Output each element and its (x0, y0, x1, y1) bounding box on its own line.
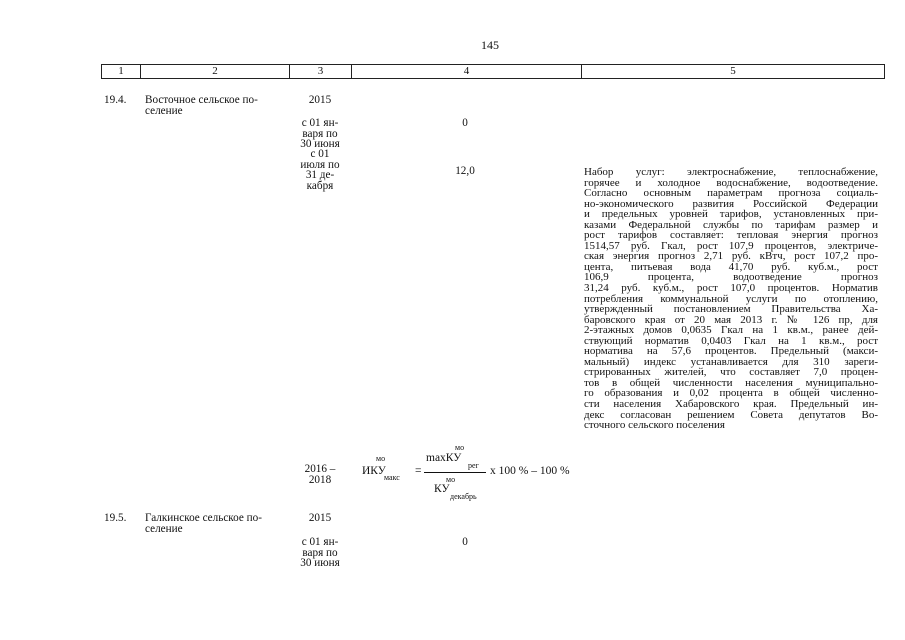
description-line: тов в общей численности населения муниципально- (584, 376, 878, 389)
formula-lhs: ИКУ (362, 465, 386, 477)
formula-lhs-subscript: макс (384, 473, 400, 482)
settlement-name-line: селение (145, 104, 183, 117)
period-line: с 01 ян- (301, 117, 339, 129)
period-line: 30 июня (300, 557, 340, 570)
row-number-19-5: 19.5. (104, 512, 127, 524)
year-2015: 2015 (308, 512, 332, 524)
column-header-5: 5 (730, 65, 736, 77)
description-line: декс согласован решением Совета депутатов Во- (584, 408, 878, 421)
column-header-2: 2 (212, 65, 218, 77)
description-line: ствующий норматив 0,0403 Гкал на 1 кв.м., рост (584, 334, 878, 347)
column-header-1: 1 (118, 65, 124, 77)
formula-lhs-superscript: мо (376, 454, 386, 463)
description-line: но-экономического развития Российской Федерации (584, 197, 878, 210)
column-header-4: 4 (463, 65, 470, 77)
page-number: 145 (481, 38, 499, 52)
description-line: баровского края от 20 мая 2013 г. № 126 пр, для (584, 313, 878, 326)
description-line: норматива на 57,6 процентов. Предельный (макси- (584, 345, 878, 358)
description-line: стрированных жителей, что составляет 7,0 процен- (584, 366, 878, 379)
period-line: варя по (302, 127, 338, 140)
description-line: 1514,57 руб. Гкал, рост 107,9 процентов, электриче- (584, 239, 878, 252)
description-line: мальный) индекс устанавливается для 310 зареги- (584, 355, 878, 368)
description-line: горячее и холодное водоснабжение, водоотведение. (584, 176, 878, 189)
formula-denominator-subscript: декабрь (450, 492, 477, 501)
row-number-19-4: 19.4. (104, 94, 127, 106)
description-line: ская энергия прогноз 2,71 руб. кВтч, рост 107,2 про- (584, 250, 878, 263)
description-line: сточного сельского поселения (584, 419, 725, 432)
formula-numerator: maxКУ (426, 452, 462, 464)
column-header-3: 3 (317, 65, 324, 77)
index-value-jan-jun: 0 (462, 536, 468, 548)
formula-numerator-subscript: рег (468, 461, 479, 470)
table-header-row (101, 64, 885, 79)
description-line: го образования и 0,02 процента в общей численно- (584, 387, 878, 400)
description-line: утвержденный постановлением Правительства Ха- (584, 303, 878, 316)
period-jan-jun (290, 118, 350, 150)
settlement-name-vostochnoe (145, 95, 285, 116)
description-line: 31,24 руб. куб.м., рост 107,0 процентов. Норматив (584, 282, 878, 295)
period-line: с 01 (310, 148, 330, 160)
period-line: 30 июня (300, 138, 340, 151)
period-line: июля по (300, 158, 340, 171)
formula-tail: х 100 % – 100 % (490, 465, 570, 477)
description-line: Согласно основным параметрам прогноза социаль- (584, 187, 878, 200)
description-line: рост тарифов составляет: тепловая энергия прогноз (584, 229, 878, 242)
formula-denominator: КУ (434, 483, 450, 495)
index-value-jul-dec: 12,0 (455, 165, 475, 177)
description-line: 2-этажных домов 0,0635 Гкал на 1 кв.м., ранее дей- (584, 324, 878, 337)
period-line: 2018 (308, 473, 332, 486)
period-2016-2018 (290, 464, 350, 485)
period-line: 31 де- (305, 169, 335, 182)
formula-numerator-superscript: мо (455, 443, 465, 452)
period-line: варя по (302, 546, 338, 559)
formula-equals: = (415, 465, 422, 477)
period-line: с 01 ян- (301, 536, 339, 548)
description-line: сти населения Хабаровского края. Предельный ин- (584, 398, 878, 411)
fraction-bar (424, 472, 486, 473)
formula-denominator-superscript: мо (446, 475, 456, 484)
service-description (584, 167, 878, 431)
description-line: и предельных уровней тарифов, установленных при- (584, 208, 878, 221)
description-line: 106,9 процента, водоотведение прогноз (584, 271, 878, 284)
description-line: Набор услуг: электроснабжение, теплоснабжение, (584, 166, 878, 178)
period-line: 2016 – (304, 463, 336, 475)
description-line: казами Федеральной службы по тарифам размер и (584, 218, 878, 231)
settlement-name-galkinskoe (145, 513, 285, 534)
index-value-jan-jun: 0 (462, 117, 468, 129)
period-jul-dec (290, 149, 350, 191)
period-line: кабря (306, 179, 334, 192)
settlement-name-line: селение (145, 522, 183, 535)
settlement-name-line: Восточное сельское по- (145, 94, 258, 106)
description-line: цента, питьевая вода 41,70 руб. куб.м., рост (584, 260, 878, 273)
year-2015: 2015 (308, 94, 332, 106)
max-index-formula (360, 443, 580, 506)
period-jan-jun (290, 537, 350, 569)
settlement-name-line: Галкинское сельское по- (145, 512, 262, 524)
description-line: потребления коммунальной услуги по отоплению, (584, 292, 878, 305)
